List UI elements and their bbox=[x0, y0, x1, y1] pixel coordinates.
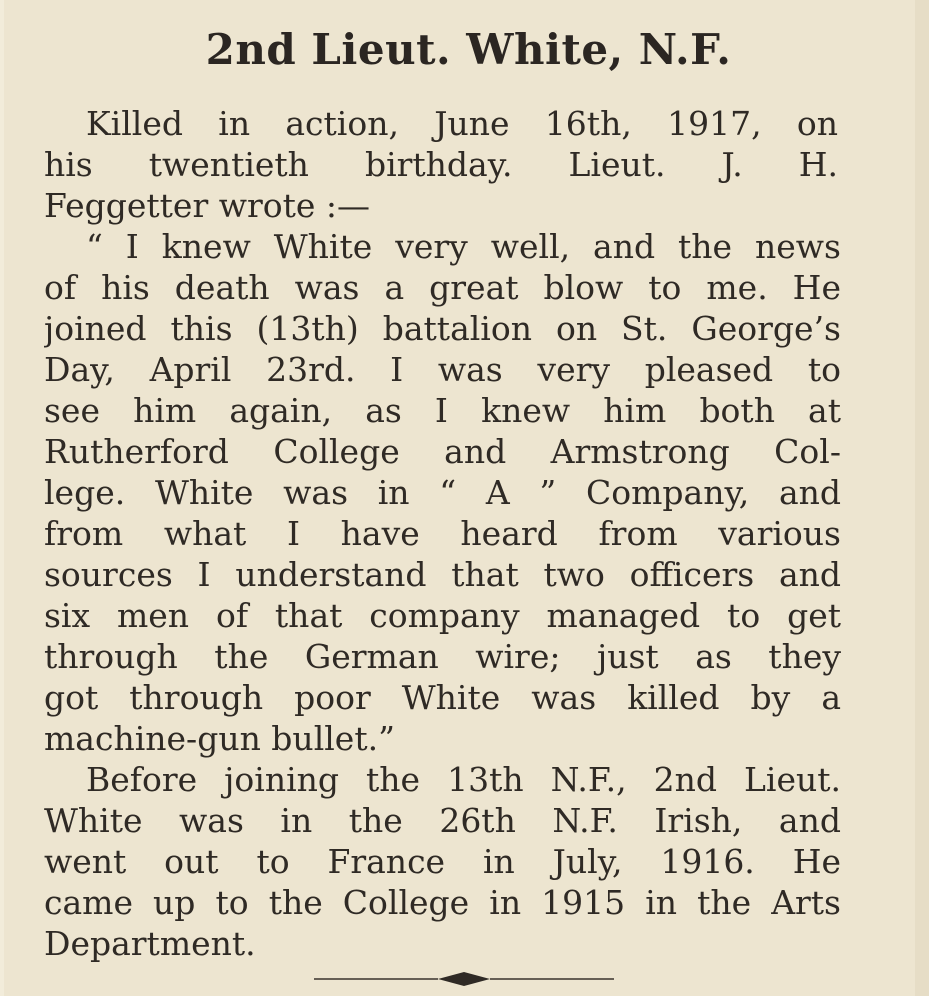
body-line: Before joining the 13th N.F., 2nd Lieut. bbox=[86, 760, 841, 799]
body-line: of his death was a great blow to me. He bbox=[44, 268, 841, 307]
body-line: went out to France in July, 1916. He bbox=[44, 842, 841, 881]
body-line: sources I understand that two officers and bbox=[44, 555, 841, 594]
body-line: six men of that company managed to get bbox=[44, 596, 841, 635]
body-line: see him again, as I knew him both at bbox=[44, 391, 841, 430]
section-divider-ornament bbox=[314, 969, 614, 989]
body-line: Killed in action, June 16th, 1917, on bbox=[86, 104, 838, 143]
body-line: joined this (13th) battalion on St. George’s bbox=[44, 309, 841, 348]
body-line: Rutherford College and Armstrong Col- bbox=[44, 432, 841, 471]
body-line: Department. bbox=[44, 924, 256, 963]
body-line: Feggetter wrote :— bbox=[44, 186, 371, 225]
body-line: from what I have heard from various bbox=[44, 514, 841, 553]
body-line: “ I knew White very well, and the news bbox=[86, 227, 841, 266]
body-line: through the German wire; just as they bbox=[44, 637, 841, 676]
body-line: machine-gun bullet.” bbox=[44, 719, 395, 758]
body-line: lege. White was in “ A ” Company, and bbox=[44, 473, 841, 512]
article-title: 2nd Lieut. White, N.F. bbox=[205, 25, 732, 74]
body-line: came up to the College in 1915 in the Arts bbox=[44, 883, 841, 922]
body-line: White was in the 26th N.F. Irish, and bbox=[44, 801, 841, 840]
body-line: Day, April 23rd. I was very pleased to bbox=[44, 350, 841, 389]
body-line: got through poor White was killed by a bbox=[44, 678, 841, 717]
body-line: his twentieth birthday. Lieut. J. H. bbox=[44, 145, 838, 184]
